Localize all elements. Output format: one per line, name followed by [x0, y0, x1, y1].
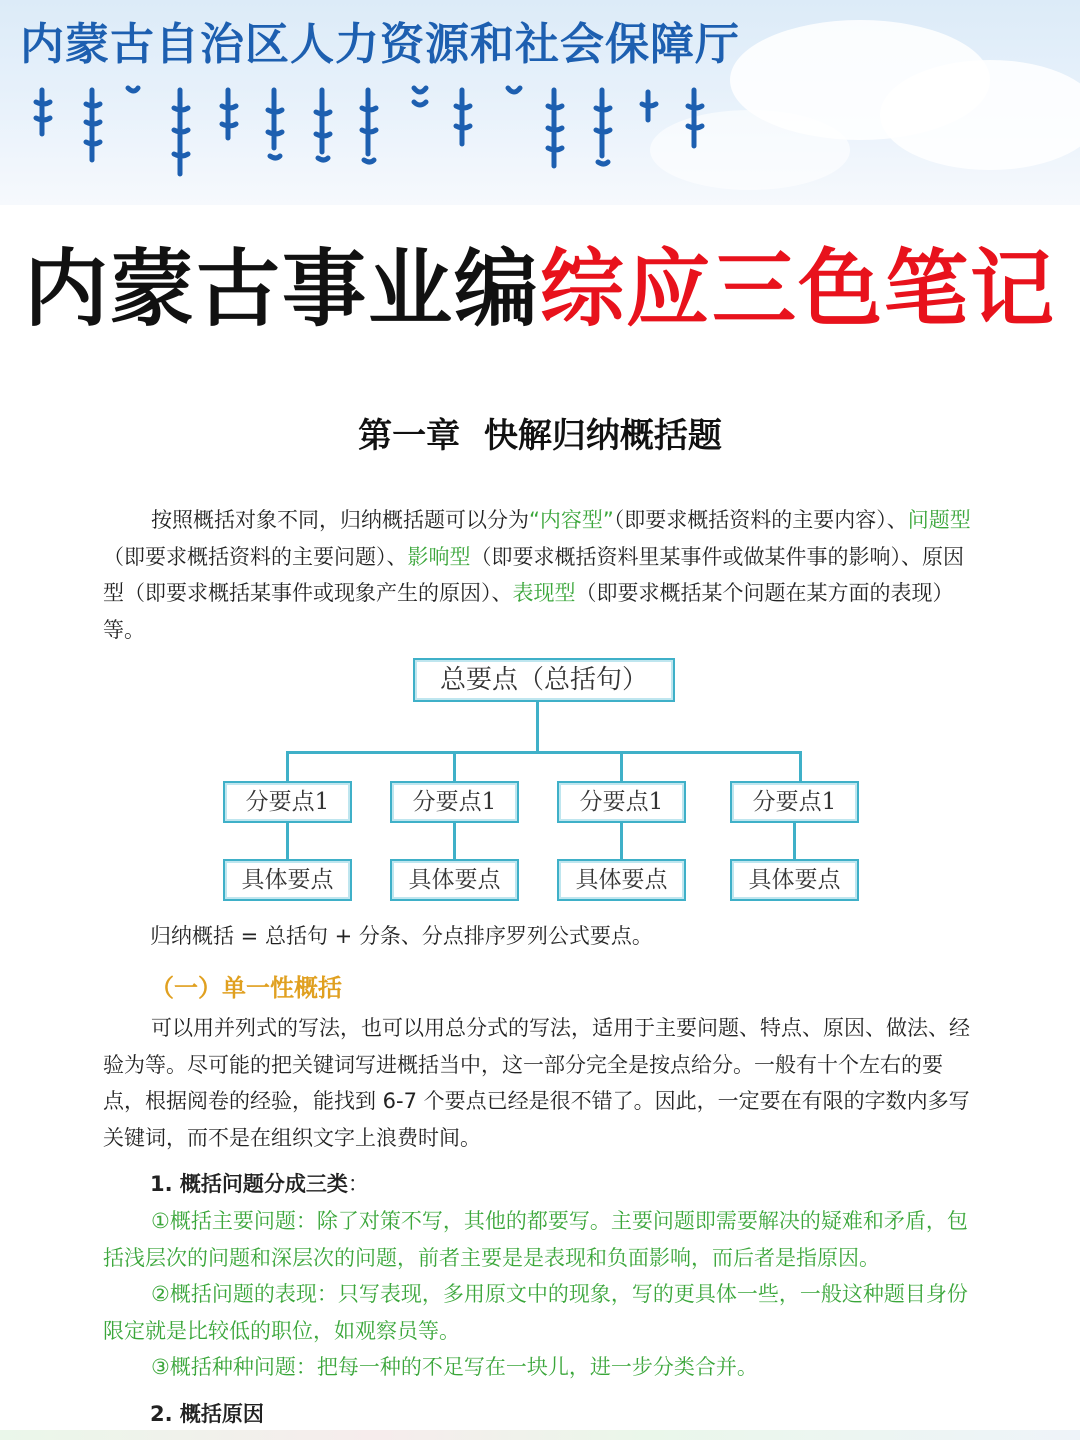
diagram-detail-box: 具体要点: [223, 859, 352, 901]
problem-item-1: [103, 1203, 983, 1276]
diagram-sub-box: 分要点1: [557, 781, 686, 823]
intro-text: （即要求概括资料的主要内容）、: [613, 508, 908, 532]
diagram-top-box: 总要点（总括句）: [413, 658, 675, 702]
diagram-connector: [793, 823, 796, 859]
diagram-connector: [286, 751, 289, 781]
diagram-connector: [620, 751, 623, 781]
type-manifest-highlight: 表现型: [512, 581, 576, 605]
mongolian-script-graphic: [30, 82, 720, 182]
section-body: [103, 1010, 983, 1156]
problem-item-2-text: ②概括问题的表现：只写表现，多用原文中的现象，写的更具体一些，一般这种题目身份限定就是比较低的职位，如观察员等。: [103, 1282, 968, 1343]
chapter-title: 第一章 快解归纳概括题: [358, 416, 722, 456]
cloud-decoration: [880, 60, 1080, 170]
formula-text: 归纳概括 = 总括句 + 分条、分点排序罗列公式要点。: [150, 924, 653, 948]
diagram-detail-box: 具体要点: [390, 859, 519, 901]
intro-text: （即要求概括某个问题在某方面的表现）等。: [103, 581, 954, 642]
diagram-connector: [799, 751, 802, 781]
bottom-cutoff-line: [0, 1430, 1080, 1440]
banner-title: 内蒙古自治区人力资源和社会保障厅: [20, 19, 740, 70]
diagram-connector: [286, 751, 802, 754]
section-heading: （一）单一性概括: [150, 974, 342, 1002]
diagram-connector: [286, 823, 289, 859]
structure-diagram: [0, 650, 1080, 910]
diagram-detail-box: 具体要点: [557, 859, 686, 901]
type-problem-highlight: 问题型: [907, 508, 971, 532]
diagram-connector: [536, 702, 539, 752]
diagram-connector: [453, 823, 456, 859]
type-impact-highlight: 影响型: [407, 544, 471, 569]
diagram-detail-box: 具体要点: [730, 859, 859, 901]
intro-text: 按照概括对象不同，归纳概括题可以分为: [151, 508, 529, 532]
intro-paragraph: [103, 502, 983, 648]
diagram-sub-box: 分要点1: [223, 781, 352, 823]
intro-text: （即要求概括资料的主要问题）、: [103, 544, 408, 569]
problem-item-1-text: ①概括主要问题：除了对策不写，其他的都要写。主要问题即需要解决的疑难和矛盾，包括浅层次的问题和深层次的问题，前者主要是是表现和负面影响，而后者是指原因。: [103, 1209, 968, 1270]
subheading-2: 2. 概括原因: [150, 1402, 264, 1426]
main-title-red: 综应三色笔记: [540, 240, 1057, 338]
problem-item-3-text: ③概括种种问题：把每一种的不足写在一块儿，进一步分类合并。: [151, 1355, 758, 1379]
diagram-sub-box: 分要点1: [730, 781, 859, 823]
type-content-highlight: “内容型”: [529, 508, 614, 532]
main-title: [0, 222, 1080, 343]
subheading-colon: ：: [347, 1172, 369, 1196]
diagram-sub-box: 分要点1: [390, 781, 519, 823]
subheading-1-text: 1. 概括问题分成三类: [150, 1172, 348, 1196]
problem-item-3: [103, 1349, 983, 1386]
intro-text: （即要求概括资料里某事件或做某件事的影响）、原因型（即要求概括某事件或现象产生的原因）、: [103, 544, 964, 605]
problem-item-2: [103, 1276, 983, 1349]
diagram-connector: [453, 751, 456, 781]
diagram-connector: [620, 823, 623, 859]
header-banner: [0, 0, 1080, 205]
section-body-text: 可以用并列式的写法，也可以用总分式的写法，适用于主要问题、特点、原因、做法、经验为等。尽可能的把关键词写进概括当中，这一部分完全是按点给分。一般有十个左右的要点，根据阅卷的经验，能找到 6-7 个要点已经是很不错了。因此，一定要在有限的字数内多写关键词，而不是在组织文字上浪费时间。: [103, 1016, 970, 1150]
subheading-1: [150, 1168, 369, 1198]
main-title-black: 内蒙古事业编: [23, 240, 540, 338]
